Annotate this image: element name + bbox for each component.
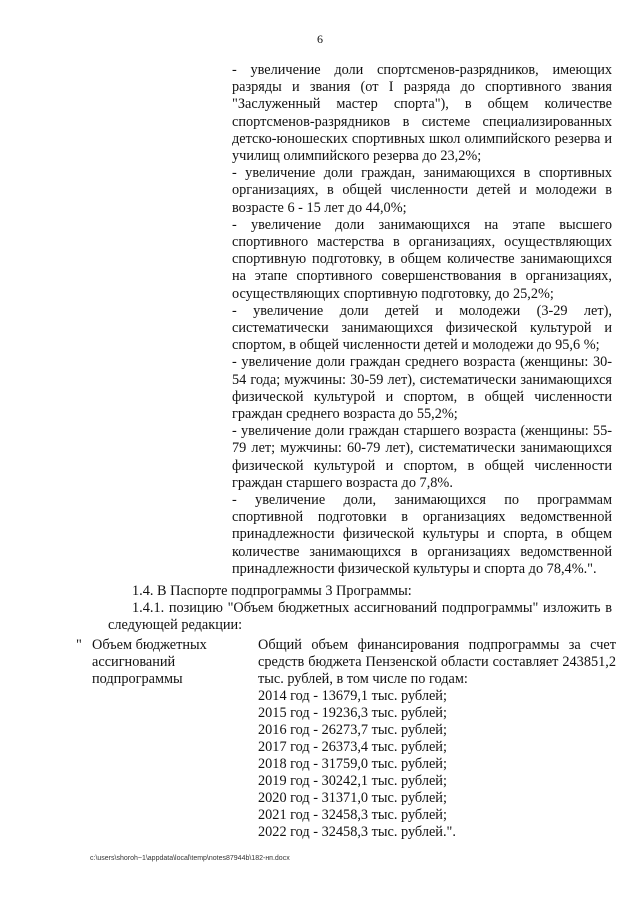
- year-funding-line: 2019 год - 30242,1 тыс. рублей;: [258, 773, 447, 789]
- year-funding-line: 2020 год - 31371,0 тыс. рублей;: [258, 790, 447, 806]
- target-indicators-list: [232, 62, 612, 578]
- year-funding-line: 2018 год - 31759,0 тыс. рублей;: [258, 756, 447, 772]
- funding-summary: Общий объем финансирования подпрограммы за счет средств бюджета Пензенской области составляет 243851,2 тыс. рублей, в том числе по годам:: [258, 637, 616, 687]
- list-item: - увеличение доли детей и молодежи (3-29 лет), систематически занимающихся физической культурой и спортом, в общей численности детей и молодежи до 95,6 %;: [232, 302, 612, 354]
- page-number: 6: [317, 32, 323, 46]
- list-item: - увеличение доли, занимающихся по программам спортивной подготовки в организациях ведомственной принадлежности физической культуры и спорта, в общем количестве занимающихся в организациях ведомственной принадлежности физической культуры и спорта до 78,4%.".: [232, 492, 612, 577]
- row-label: Объем бюджетных ассигнований подпрограммы: [92, 637, 207, 687]
- list-item: - увеличение доли граждан старшего возраста (женщины: 55-79 лет; мужчины: 60-79 лет), систематически занимающихся физической культурой и спортом, в общей численности граждан старшего возраста до 7,8%.: [232, 423, 612, 491]
- year-funding-line: 2021 год - 32458,3 тыс. рублей;: [258, 807, 447, 823]
- section-heading: 1.4. В Паспорте подпрограммы 3 Программы:: [132, 583, 412, 599]
- row-value: [258, 637, 616, 841]
- footer-file-path: c:\users\shoroh~1\appdata\local\temp\notes87944b\182-нп.docx: [90, 855, 290, 862]
- year-funding-line: 2017 год - 26373,4 тыс. рублей;: [258, 739, 447, 755]
- year-funding-line: 2016 год - 26273,7 тыс. рублей;: [258, 722, 447, 738]
- list-item: - увеличение доли граждан среднего возраста (женщины: 30-54 года; мужчины: 30-59 лет), систематически занимающихся физической культурой и спортом, в общей численности граждан среднего возраста до 55,2%;: [232, 354, 612, 423]
- open-quote: ": [76, 637, 82, 653]
- section-instruction: 1.4.1. позицию "Объем бюджетных ассигнований подпрограммы" изложить в следующей редакции:: [108, 600, 612, 633]
- year-funding-line: 2014 год - 13679,1 тыс. рублей;: [258, 688, 447, 704]
- list-item: - увеличение доли занимающихся на этапе высшего спортивного мастерства в организациях, осуществляющих спортивную подготовку, в общем количестве занимающихся на этапе спортивного совершенствования в организациях, осуществляющих спортивную подготовку, до 25,2%;: [232, 216, 612, 302]
- year-funding-line: 2022 год - 32458,3 тыс. рублей.".: [258, 824, 456, 840]
- list-item: - увеличение доли спортсменов-разрядников, имеющих разряды и звания (от I разряда до спортивного звания "Заслуженный мастер спорта"), в общем количестве спортсменов-разрядников в системе специализированных детско-юношеских спортивных школ олимпийского резерва и училищ олимпийского резерва до 23,2%;: [232, 62, 612, 165]
- year-funding-line: 2015 год - 19236,3 тыс. рублей;: [258, 705, 447, 721]
- list-item: - увеличение доли граждан, занимающихся в спортивных организациях, в общей численности детей и молодежи в возрасте 6 - 15 лет до 44,0%;: [232, 165, 612, 216]
